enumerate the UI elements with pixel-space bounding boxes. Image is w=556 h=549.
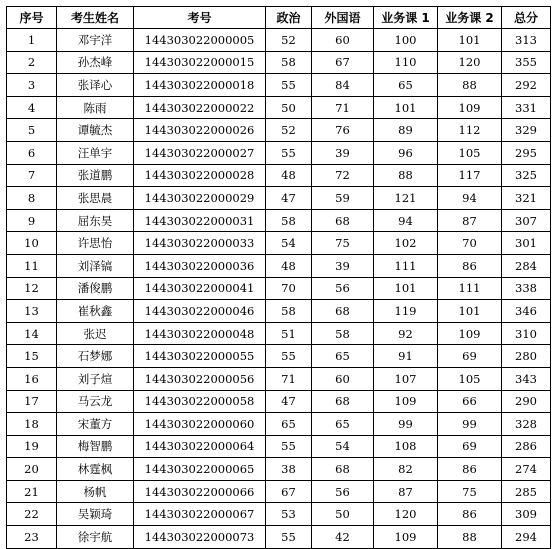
cell-seq: 23 [7, 526, 57, 549]
cell-politics: 70 [266, 277, 312, 300]
cell-foreign-language: 84 [312, 74, 374, 97]
cell-subject-2: 86 [438, 254, 502, 277]
table-row [7, 390, 551, 413]
cell-exam-id: 144303022000064 [134, 435, 266, 458]
cell-name: 林霆枫 [57, 458, 134, 481]
cell-total: 325 [502, 164, 551, 187]
cell-name: 孙杰峰 [57, 51, 134, 74]
cell-name: 汪单宇 [57, 141, 134, 164]
cell-subject-2: 109 [438, 322, 502, 345]
table-row [7, 74, 551, 97]
table-row [7, 435, 551, 458]
cell-total: 310 [502, 322, 551, 345]
cell-exam-id: 144303022000067 [134, 503, 266, 526]
cell-foreign-language: 56 [312, 277, 374, 300]
cell-foreign-language: 68 [312, 458, 374, 481]
cell-name: 徐宇航 [57, 526, 134, 549]
cell-subject-1: 88 [374, 164, 438, 187]
cell-total: 295 [502, 141, 551, 164]
cell-name: 许思怡 [57, 232, 134, 255]
cell-seq: 1 [7, 29, 57, 52]
cell-total: 292 [502, 74, 551, 97]
cell-exam-id: 144303022000033 [134, 232, 266, 255]
cell-foreign-language: 65 [312, 413, 374, 436]
table-row [7, 300, 551, 323]
table-row [7, 322, 551, 345]
cell-foreign-language: 72 [312, 164, 374, 187]
cell-subject-2: 101 [438, 300, 502, 323]
cell-subject-2: 101 [438, 29, 502, 52]
cell-politics: 55 [266, 141, 312, 164]
cell-politics: 48 [266, 164, 312, 187]
cell-subject-1: 101 [374, 277, 438, 300]
cell-seq: 17 [7, 390, 57, 413]
cell-seq: 11 [7, 254, 57, 277]
cell-seq: 19 [7, 435, 57, 458]
cell-total: 280 [502, 345, 551, 368]
cell-politics: 54 [266, 232, 312, 255]
score-table [6, 6, 551, 549]
cell-subject-2: 70 [438, 232, 502, 255]
cell-seq: 12 [7, 277, 57, 300]
cell-exam-id: 144303022000005 [134, 29, 266, 52]
cell-foreign-language: 71 [312, 96, 374, 119]
cell-subject-1: 65 [374, 74, 438, 97]
cell-subject-1: 109 [374, 390, 438, 413]
cell-subject-2: 99 [438, 413, 502, 436]
header-subject-1: 业务课 1 [374, 7, 438, 29]
cell-seq: 9 [7, 209, 57, 232]
cell-name: 吴颖琦 [57, 503, 134, 526]
cell-name: 梅智鹏 [57, 435, 134, 458]
cell-subject-1: 87 [374, 480, 438, 503]
header-total: 总分 [502, 7, 551, 29]
cell-seq: 10 [7, 232, 57, 255]
cell-exam-id: 144303022000027 [134, 141, 266, 164]
table-row [7, 367, 551, 390]
cell-exam-id: 144303022000029 [134, 187, 266, 210]
cell-exam-id: 144303022000048 [134, 322, 266, 345]
cell-seq: 14 [7, 322, 57, 345]
cell-subject-1: 119 [374, 300, 438, 323]
cell-subject-2: 86 [438, 458, 502, 481]
cell-total: 313 [502, 29, 551, 52]
cell-foreign-language: 76 [312, 119, 374, 142]
cell-subject-2: 75 [438, 480, 502, 503]
cell-seq: 4 [7, 96, 57, 119]
cell-politics: 48 [266, 254, 312, 277]
cell-total: 285 [502, 480, 551, 503]
table-row [7, 413, 551, 436]
cell-subject-2: 105 [438, 141, 502, 164]
cell-exam-id: 144303022000031 [134, 209, 266, 232]
cell-total: 346 [502, 300, 551, 323]
cell-subject-1: 107 [374, 367, 438, 390]
cell-exam-id: 144303022000026 [134, 119, 266, 142]
table-row [7, 254, 551, 277]
header-name: 考生姓名 [57, 7, 134, 29]
table-row [7, 187, 551, 210]
table-row [7, 526, 551, 549]
cell-politics: 55 [266, 74, 312, 97]
cell-seq: 15 [7, 345, 57, 368]
table-row [7, 345, 551, 368]
cell-subject-1: 101 [374, 96, 438, 119]
cell-name: 石梦娜 [57, 345, 134, 368]
cell-foreign-language: 60 [312, 367, 374, 390]
cell-subject-1: 82 [374, 458, 438, 481]
cell-subject-1: 99 [374, 413, 438, 436]
cell-total: 328 [502, 413, 551, 436]
cell-politics: 55 [266, 435, 312, 458]
cell-subject-1: 89 [374, 119, 438, 142]
cell-seq: 13 [7, 300, 57, 323]
cell-subject-2: 111 [438, 277, 502, 300]
cell-exam-id: 144303022000065 [134, 458, 266, 481]
cell-subject-2: 109 [438, 96, 502, 119]
cell-total: 309 [502, 503, 551, 526]
cell-exam-id: 144303022000046 [134, 300, 266, 323]
header-foreign-language: 外国语 [312, 7, 374, 29]
table-row [7, 119, 551, 142]
cell-total: 294 [502, 526, 551, 549]
cell-exam-id: 144303022000015 [134, 51, 266, 74]
table-row [7, 232, 551, 255]
cell-exam-id: 144303022000066 [134, 480, 266, 503]
cell-name: 张道鹏 [57, 164, 134, 187]
cell-exam-id: 144303022000018 [134, 74, 266, 97]
cell-subject-2: 112 [438, 119, 502, 142]
cell-name: 谭毓杰 [57, 119, 134, 142]
header-seq: 序号 [7, 7, 57, 29]
cell-subject-1: 94 [374, 209, 438, 232]
cell-name: 刘泽镐 [57, 254, 134, 277]
header-exam-id: 考号 [134, 7, 266, 29]
cell-total: 290 [502, 390, 551, 413]
cell-seq: 21 [7, 480, 57, 503]
cell-foreign-language: 68 [312, 209, 374, 232]
cell-subject-1: 102 [374, 232, 438, 255]
cell-subject-1: 100 [374, 29, 438, 52]
cell-exam-id: 144303022000055 [134, 345, 266, 368]
cell-politics: 47 [266, 390, 312, 413]
cell-politics: 38 [266, 458, 312, 481]
cell-name: 张译心 [57, 74, 134, 97]
table-row [7, 96, 551, 119]
header-subject-2: 业务课 2 [438, 7, 502, 29]
cell-exam-id: 144303022000058 [134, 390, 266, 413]
cell-subject-2: 105 [438, 367, 502, 390]
table-row [7, 29, 551, 52]
cell-subject-2: 69 [438, 435, 502, 458]
cell-total: 355 [502, 51, 551, 74]
cell-politics: 50 [266, 96, 312, 119]
table-row [7, 164, 551, 187]
cell-foreign-language: 65 [312, 345, 374, 368]
cell-total: 343 [502, 367, 551, 390]
cell-seq: 2 [7, 51, 57, 74]
table-row [7, 458, 551, 481]
cell-seq: 3 [7, 74, 57, 97]
cell-name: 屈东昊 [57, 209, 134, 232]
cell-foreign-language: 60 [312, 29, 374, 52]
cell-foreign-language: 42 [312, 526, 374, 549]
cell-seq: 7 [7, 164, 57, 187]
cell-name: 宋董方 [57, 413, 134, 436]
cell-seq: 8 [7, 187, 57, 210]
cell-politics: 58 [266, 209, 312, 232]
cell-total: 329 [502, 119, 551, 142]
cell-foreign-language: 39 [312, 254, 374, 277]
cell-politics: 52 [266, 119, 312, 142]
cell-subject-1: 108 [374, 435, 438, 458]
cell-foreign-language: 59 [312, 187, 374, 210]
cell-name: 刘子煊 [57, 367, 134, 390]
cell-seq: 5 [7, 119, 57, 142]
cell-exam-id: 144303022000022 [134, 96, 266, 119]
table-row [7, 480, 551, 503]
cell-foreign-language: 58 [312, 322, 374, 345]
cell-foreign-language: 50 [312, 503, 374, 526]
cell-total: 338 [502, 277, 551, 300]
cell-politics: 52 [266, 29, 312, 52]
cell-politics: 65 [266, 413, 312, 436]
cell-politics: 47 [266, 187, 312, 210]
cell-subject-2: 120 [438, 51, 502, 74]
cell-total: 321 [502, 187, 551, 210]
cell-foreign-language: 54 [312, 435, 374, 458]
cell-seq: 20 [7, 458, 57, 481]
cell-politics: 55 [266, 345, 312, 368]
cell-subject-1: 109 [374, 526, 438, 549]
cell-name: 崔秋鑫 [57, 300, 134, 323]
cell-seq: 22 [7, 503, 57, 526]
cell-subject-2: 88 [438, 74, 502, 97]
cell-politics: 58 [266, 300, 312, 323]
cell-subject-1: 92 [374, 322, 438, 345]
cell-exam-id: 144303022000060 [134, 413, 266, 436]
cell-name: 陈雨 [57, 96, 134, 119]
table-row [7, 51, 551, 74]
header-politics: 政治 [266, 7, 312, 29]
cell-subject-1: 111 [374, 254, 438, 277]
cell-exam-id: 144303022000036 [134, 254, 266, 277]
cell-subject-2: 117 [438, 164, 502, 187]
cell-foreign-language: 68 [312, 390, 374, 413]
cell-seq: 6 [7, 141, 57, 164]
cell-foreign-language: 75 [312, 232, 374, 255]
cell-name: 杨帆 [57, 480, 134, 503]
cell-subject-1: 110 [374, 51, 438, 74]
cell-subject-2: 88 [438, 526, 502, 549]
cell-total: 301 [502, 232, 551, 255]
cell-name: 潘俊鹏 [57, 277, 134, 300]
cell-foreign-language: 67 [312, 51, 374, 74]
cell-foreign-language: 39 [312, 141, 374, 164]
cell-subject-1: 120 [374, 503, 438, 526]
cell-foreign-language: 56 [312, 480, 374, 503]
cell-subject-2: 69 [438, 345, 502, 368]
cell-subject-2: 87 [438, 209, 502, 232]
cell-name: 马云龙 [57, 390, 134, 413]
table-body [7, 29, 551, 549]
cell-subject-1: 96 [374, 141, 438, 164]
cell-subject-2: 66 [438, 390, 502, 413]
cell-total: 331 [502, 96, 551, 119]
table-row [7, 277, 551, 300]
cell-exam-id: 144303022000073 [134, 526, 266, 549]
cell-politics: 71 [266, 367, 312, 390]
cell-subject-2: 94 [438, 187, 502, 210]
cell-total: 286 [502, 435, 551, 458]
cell-exam-id: 144303022000041 [134, 277, 266, 300]
cell-name: 张迟 [57, 322, 134, 345]
table-row [7, 503, 551, 526]
table-row [7, 209, 551, 232]
cell-seq: 18 [7, 413, 57, 436]
table-row [7, 141, 551, 164]
cell-exam-id: 144303022000056 [134, 367, 266, 390]
header-row [7, 7, 551, 29]
cell-name: 邓宇洋 [57, 29, 134, 52]
cell-politics: 51 [266, 322, 312, 345]
cell-subject-1: 121 [374, 187, 438, 210]
cell-politics: 53 [266, 503, 312, 526]
cell-subject-1: 91 [374, 345, 438, 368]
cell-politics: 67 [266, 480, 312, 503]
cell-name: 张思晨 [57, 187, 134, 210]
cell-total: 274 [502, 458, 551, 481]
cell-foreign-language: 68 [312, 300, 374, 323]
cell-total: 284 [502, 254, 551, 277]
cell-politics: 58 [266, 51, 312, 74]
cell-subject-2: 86 [438, 503, 502, 526]
cell-total: 307 [502, 209, 551, 232]
cell-exam-id: 144303022000028 [134, 164, 266, 187]
cell-politics: 55 [266, 526, 312, 549]
cell-seq: 16 [7, 367, 57, 390]
